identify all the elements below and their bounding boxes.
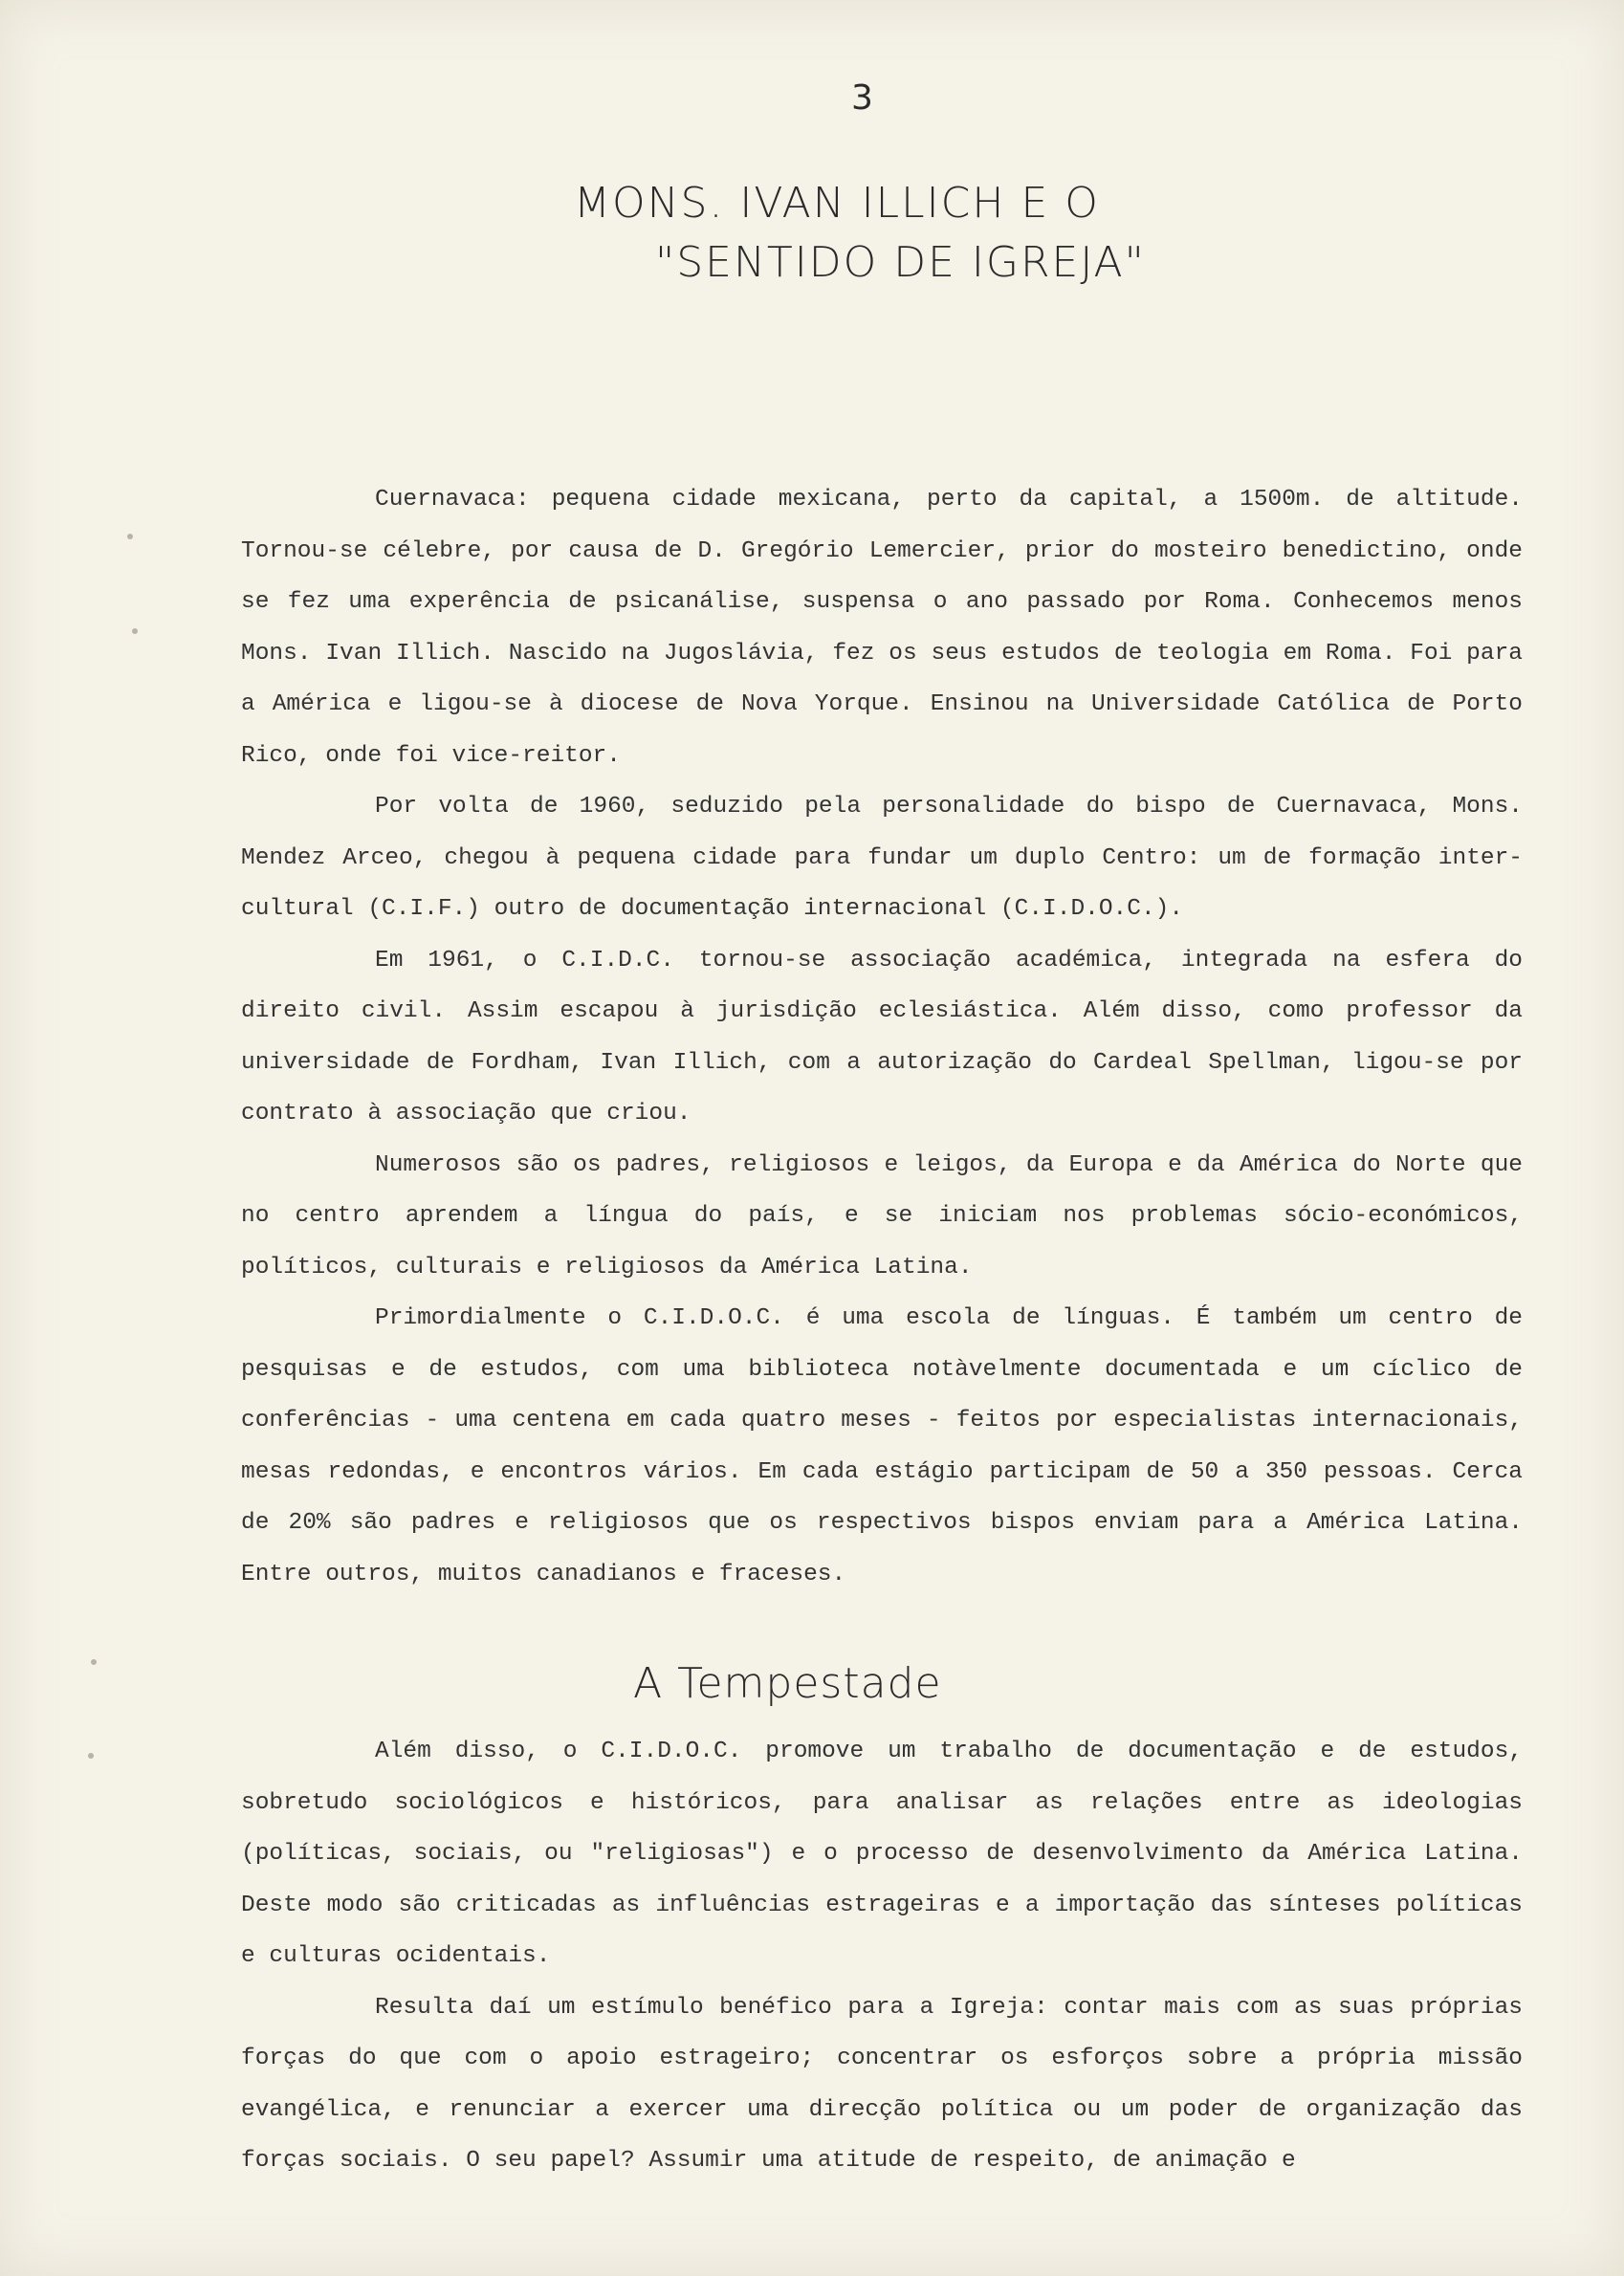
paragraph: Por volta de 1960, seduzido pela personalidade do bispo de Cuernavaca, Mons. Mendez Arceo, chegou à pequena cidade para fundar um duplo Centro: um de formação inter-cultural (C.I.F.) outro de documentação internacional (C.I.D.O.C.). [241,794,1523,922]
paragraph: Em 1961, o C.I.D.C. tornou-se associação académica, integrada na esfera do direito civil. Assim escapou à jurisdição eclesiástica. Além disso, como professor da universidade de Fordham, Ivan Illich, com a autorização do Cardeal Spellman, ligou-se por contrato à associação que criou. [241,947,1523,1127]
paragraph: Numerosos são os padres, religiosos e leigos, da Europa e da América do Norte que no centro aprendem a língua do país, e se iniciam nos problemas sócio-económicos, políticos, culturais e religiosos da América Latina. [241,1151,1523,1280]
section-body-1 [241,474,1523,1600]
paragraph: Cuernavaca: pequena cidade mexicana, perto da capital, a 1500m. de altitude. Tornou-se célebre, por causa de D. Gregório Lemercier, prior do mosteiro benedictino, onde se fez uma experência de psicanálise, suspensa o ano passado por Roma. Conhecemos menos Mons. Ivan Illich. Nascido na Jugoslávia, fez os seus estudos de teologia em Roma. Foi para a América e ligou-se à diocese de Nova Yorque. Ensinou na Universidade Católica de Porto Rico, onde foi vice-reitor. [241,487,1523,769]
title-line-2: "SENTIDO DE IGREJA" [655,238,1146,287]
punch-mark [127,534,133,539]
punch-mark [91,1659,97,1665]
paragraph: Resulta daí um estímulo benéfico para a Igreja: contar mais com as suas próprias forças do que com o apoio estrageiro; concentrar os esforços sobre a própria missão evangélica, e renunciar a exercer uma direcção política ou um poder de organização das forças sociais. O seu papel? Assumir uma atitude de respeito, de animação e [241,1994,1523,2174]
section-body-2 [241,1726,1523,2187]
paragraph: Além disso, o C.I.D.O.C. promove um trabalho de documentação e de estudos, sobretudo sociológicos e históricos, para analisar as relações entre as ideologias (políticas, sociais, ou "religiosas") e o processo de desenvolvimento da América Latina. Deste modo são criticadas as influências estrageiras e a importação das sínteses políticas e culturas ocidentais. [241,1739,1523,1969]
section-heading: A Tempestade [633,1659,942,1708]
title-line-1: MONS. IVAN ILLICH E O [574,179,1100,228]
punch-mark [88,1753,94,1759]
paragraph: Primordialmente o C.I.D.O.C. é uma escola de línguas. É também um centro de pesquisas e de estudos, com uma biblioteca notàvelmente documentada e um cíclico de conferências - uma centena em cada quatro meses - feitos por especialistas internacionais, mesas redondas, e encontros vários. Em cada estágio participam de 50 a 350 pessoas. Cerca de 20% são padres e religiosos que os respectivos bispos enviam para a América Latina. Entre outros, muitos canadianos e fraceses. [241,1305,1523,1587]
punch-mark [132,628,138,634]
page-title [574,174,1339,293]
page-number: 3 [851,78,873,118]
